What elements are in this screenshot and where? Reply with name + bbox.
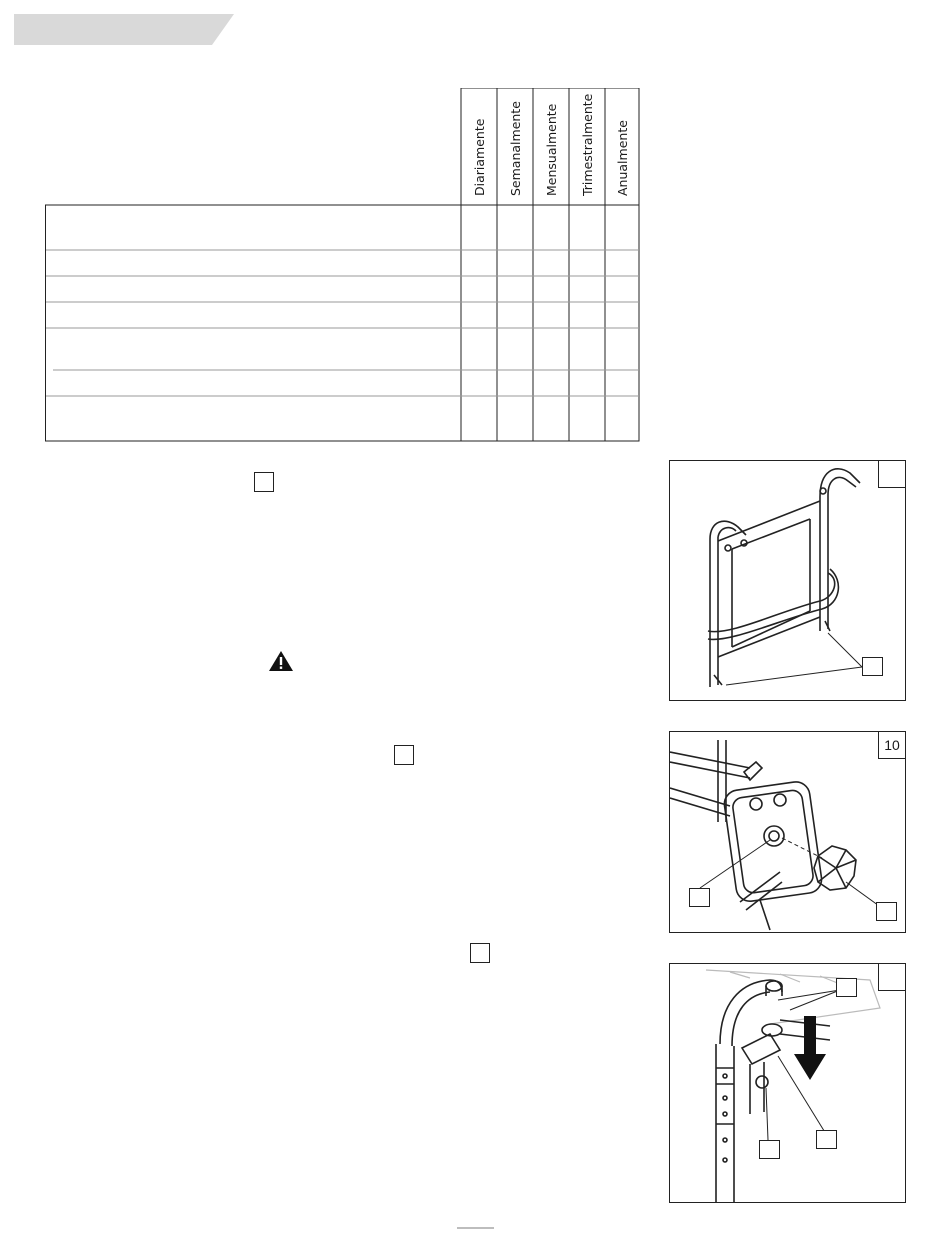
figure-number: 10 [878,732,905,759]
section-header-tab [14,14,234,45]
callout-box [862,657,883,676]
callout-box [816,1130,837,1149]
reference-box [394,745,414,765]
warning-triangle-icon [268,650,294,672]
maintenance-schedule-table [45,88,640,442]
reference-box [254,472,274,492]
column-header-weekly: Semanalmente [508,101,523,196]
reference-box [470,943,490,963]
footer-rule [457,1227,494,1229]
figure-footrest [669,460,906,701]
column-header-quarterly: Trimestralmente [580,93,595,196]
armrest-illustration [670,964,905,1202]
column-header-monthly: Mensualmente [544,103,559,196]
figure-knob-attachment [669,731,906,933]
callout-box [876,902,897,921]
column-header-daily: Diariamente [472,118,487,196]
column-header-yearly: Anualmente [615,120,630,196]
callout-box [836,978,857,997]
figure-armrest-post [669,963,906,1203]
callout-box [759,1140,780,1159]
callout-box [689,888,710,907]
